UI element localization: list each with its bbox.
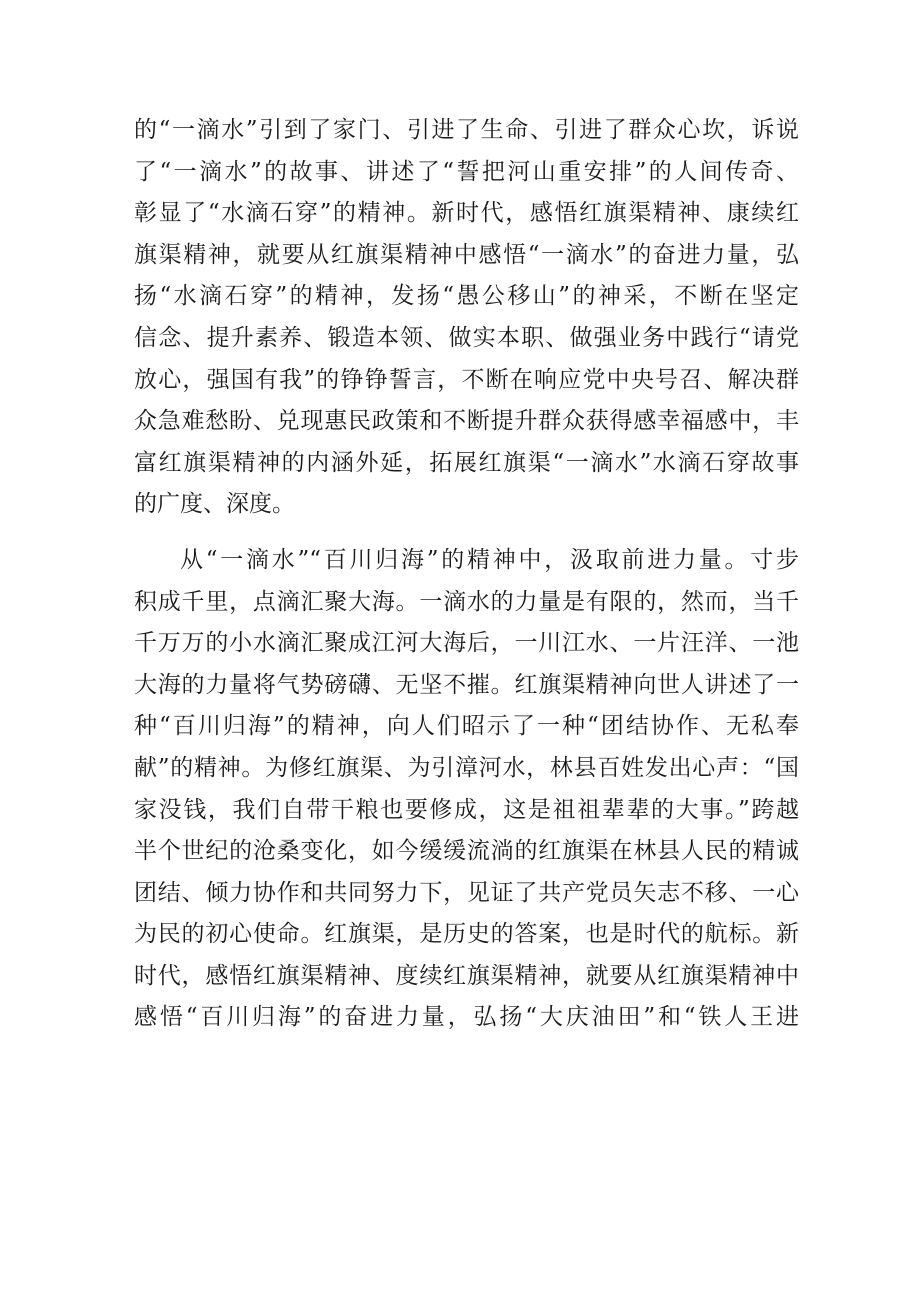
text-line: 的广度、深度。 (134, 491, 295, 518)
document-body (134, 110, 799, 1039)
text-line: 彰显了“水滴石穿”的精神。新时代，感悟红旗渠精神、康续红 (134, 200, 799, 227)
text-line: 千万万的小水滴汇聚成江河大海后，一川江水、一片汪洋、一池 (134, 630, 799, 657)
text-line: 半个世纪的沧桑变化，如今缓缓流淌的红旗渠在林县人民的精诚 (134, 838, 799, 865)
text-line: 时代，感悟红旗渠精神、度续红旗渠精神，就要从红旗渠精神中 (134, 962, 799, 989)
text-line: 信念、提升素养、锻造本领、做实本职、做强业务中践行“请党 (134, 324, 799, 351)
text-line: 旗渠精神，就要从红旗渠精神中感悟“一滴水”的奋进力量，弘 (134, 241, 799, 268)
text-line-indented: 从“一滴水”“百川归海”的精神中，汲取前进力量。寸步 (180, 546, 799, 573)
text-line: 献”的精神。为修红旗渠、为引漳河水，林县百姓发出心声：“国 (134, 754, 799, 781)
text-line: 积成千里，点滴汇聚大海。一滴水的力量是有限的，然而，当千 (134, 588, 799, 615)
text-line: 感悟“百川归海”的奋进力量，弘扬“大庆油田”和“铁人王进 (134, 1004, 799, 1031)
text-line: 众急难愁盼、兑现惠民政策和不断提升群众获得感幸福感中，丰 (134, 408, 799, 435)
text-line: 团结、倾力协作和共同努力下，见证了共产党员矢志不移、一心 (134, 879, 799, 906)
text-line: 种“百川归海”的精神，向人们昭示了一种“团结协作、无私奉 (134, 713, 799, 740)
paragraph-2 (134, 540, 799, 1039)
text-line: 了“一滴水”的故事、讲述了“誓把河山重安排”的人间传奇、 (134, 158, 799, 185)
text-line: 为民的初心使命。红旗渠，是历史的答案，也是时代的航标。新 (134, 921, 799, 948)
paragraph-1 (134, 110, 799, 526)
text-line: 富红旗渠精神的内涵外延，拓展红旗渠“一滴水”水滴石穿故事 (134, 449, 799, 476)
text-line: 扬“水滴石穿”的精神，发扬“愚公移山”的神采，不断在坚定 (134, 283, 799, 310)
text-line: 的“一滴水”引到了家门、引进了生命、引进了群众心坎，诉说 (134, 117, 799, 143)
text-line: 大海的力量将气势磅礴、无坚不摧。红旗渠精神向世人讲述了一 (134, 671, 799, 698)
text-line: 家没钱，我们自带干粮也要修成，这是祖祖辈辈的大事。”跨越 (134, 796, 799, 823)
paragraph-spacer (134, 526, 799, 540)
text-line: 放心，强国有我”的铮铮誓言，不断在响应党中央号召、解决群 (134, 366, 799, 393)
